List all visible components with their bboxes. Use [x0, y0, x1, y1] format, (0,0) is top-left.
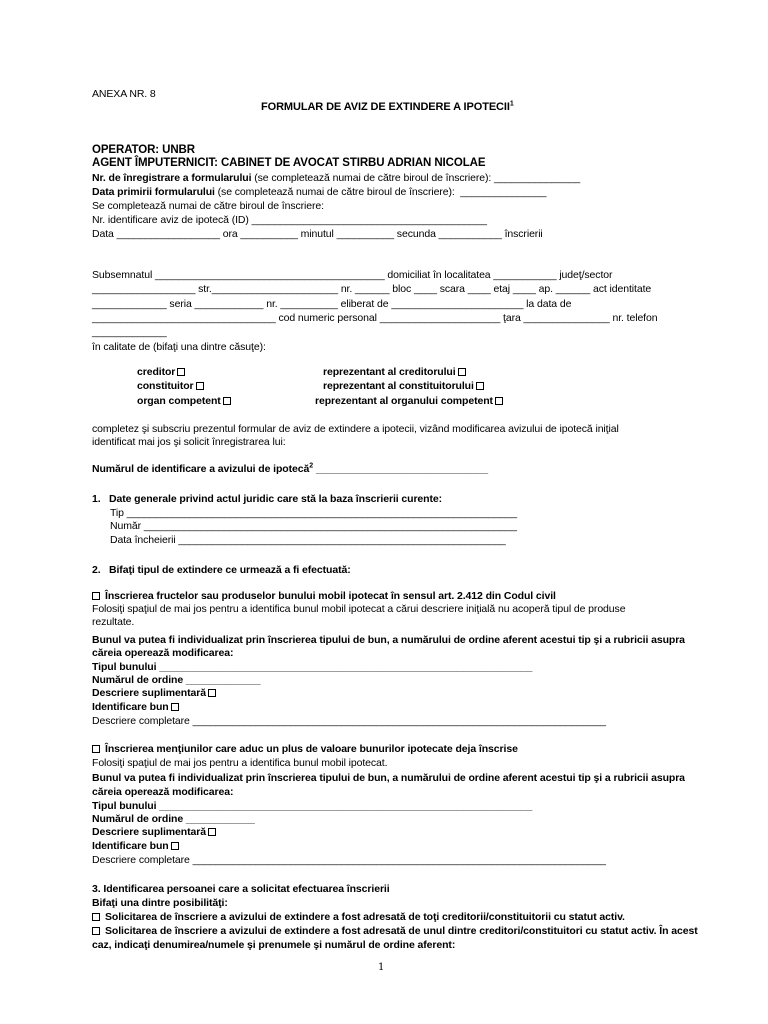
role-rep-constituitor-label: reprezentant al constituitorului — [323, 380, 474, 392]
option-all-creditors-label: Solicitarea de înscriere a avizului de extindere a fost adresată de toţi creditorii/constituitorii cu statut activ. — [105, 911, 625, 923]
option-value-identification-label: Identificare bun — [92, 840, 169, 852]
constituitor-checkbox[interactable] — [196, 382, 204, 390]
option-value-identification — [92, 840, 181, 853]
section-1-data: Data încheierii _________________________________________________________ — [110, 534, 506, 546]
option-fruits-bold-1: Bunul va putea fi individualizat prin înscrierea tipului de bun, a numărului de ordine aferent acestui tip şi a rubricii asupra — [92, 634, 685, 646]
mortgage-id-line: Nr. identificare aviz de ipotecă (ID) _________________________________________ — [92, 214, 487, 226]
role-rep-creditor — [323, 366, 468, 379]
applicant-line-4: ________________________________ cod numeric personal _____________________ ţara _______________ nr. telefon — [92, 312, 658, 324]
role-constituitor — [137, 380, 206, 393]
title-footnote-mark: 1 — [509, 100, 514, 108]
form-title — [261, 101, 514, 114]
option-value-checkbox[interactable] — [92, 745, 100, 753]
option-fruits-order-number: Numărul de ordine _____________ — [92, 674, 261, 686]
capacity-instruction: în calitate de (bifaţi una dintre căsuţe): — [92, 341, 266, 353]
option-fruits-extra-description — [92, 687, 218, 700]
operator-line: OPERATOR: UNBR — [92, 144, 195, 156]
option-fruits-extra-description-checkbox[interactable] — [208, 689, 216, 697]
intro-line-1: completez şi subscriu prezentul formular de aviz de extindere a ipotecii, vizând modificarea avizului de ipotecă iniţial — [92, 423, 619, 435]
agent-line: AGENT ÎMPUTERNICIT: CABINET DE AVOCAT STIRBU ADRIAN NICOLAE — [92, 157, 486, 169]
rep-organ-checkbox[interactable] — [495, 397, 503, 405]
role-rep-organ-label: reprezentant al organului competent — [315, 395, 493, 407]
option-value-order-number: Numărul de ordine ____________ — [92, 813, 255, 825]
section-2-heading: 2. Bifaţi tipul de extindere ce urmează a fi efectuată: — [92, 564, 351, 576]
form-title-text: FORMULAR DE AVIZ DE EXTINDERE A IPOTECII — [261, 101, 510, 113]
annex-label: ANEXA NR. 8 — [92, 88, 156, 100]
option-value-tip: Tipul bunului _________________________________________________________________ — [92, 800, 533, 812]
role-creditor — [137, 366, 187, 379]
option-value-completion: Descriere completare ________________________________________________________________________ — [92, 854, 606, 866]
office-fill-note: Se completează numai de către biroul de înscriere: — [92, 200, 324, 212]
option-fruits-identification-label: Identificare bun — [92, 701, 169, 713]
role-creditor-label: creditor — [137, 366, 176, 378]
initial-notice-id-line — [92, 463, 488, 476]
role-rep-creditor-label: reprezentant al creditorului — [323, 366, 456, 378]
section-3-option-one-cont: caz, indicaţi denumirea/numele şi prenumele şi numărul de ordine aferent: — [92, 939, 456, 951]
registration-number-line — [92, 172, 580, 185]
section-3-option-all — [92, 911, 625, 924]
section-1-numar: Număr _________________________________________________________________ — [110, 520, 517, 532]
initial-notice-id-blank: ______________________________ — [313, 463, 489, 475]
section-3-choose: Bifaţi una dintre posibilităţi: — [92, 897, 228, 909]
option-value-title — [92, 743, 518, 756]
option-fruits-help-2: rezultate. — [92, 616, 135, 628]
option-fruits-help-1: Folosiţi spaţiul de mai jos pentru a identifica bunul mobil ipotecat a cărui descriere iniţială nu acoperă tipul de produse — [92, 603, 626, 615]
applicant-line-1: Subsemnatul ________________________________________ domiciliat în localitatea ___________ judeţ/sector — [92, 269, 613, 281]
rep-constituitor-checkbox[interactable] — [476, 382, 484, 390]
option-fruits-identification — [92, 701, 181, 714]
option-value-extra-description-label: Descriere suplimentară — [92, 826, 206, 838]
receipt-date-line — [92, 186, 546, 199]
initial-notice-id-label: Numărul de identificare a avizului de ipotecă — [92, 463, 310, 475]
organ-checkbox[interactable] — [223, 397, 231, 405]
registration-number-label: Nr. de înregistrare a formularului — [92, 172, 252, 184]
role-constituitor-label: constituitor — [137, 380, 194, 392]
role-rep-constituitor — [323, 380, 486, 393]
option-one-creditor-label: Solicitarea de înscriere a avizului de extindere a fost adresată de unul dintre creditori/constituitori cu statut activ. În acest — [105, 925, 698, 937]
section-1-heading: 1. Date generale privind actul juridic care stă la baza înscrierii curente: — [92, 493, 443, 505]
role-organ — [137, 395, 233, 408]
applicant-line-2: __________________ str.______________________ nr. ______ bloc ____ scara ____ etaj ____ ap. ______ act identitate — [92, 283, 652, 295]
option-fruits-completion: Descriere completare ________________________________________________________________________ — [92, 715, 606, 727]
option-fruits-checkbox[interactable] — [92, 592, 100, 600]
option-value-identification-checkbox[interactable] — [171, 842, 179, 850]
registration-time-line: Data __________________ ora __________ minutul __________ secunda ___________ înscrierii — [92, 228, 543, 240]
option-fruits-bold-2: căreia operează modificarea: — [92, 647, 234, 659]
option-value-bold-2: căreia operează modificarea: — [92, 786, 234, 798]
option-value-help-1: Folosiţi spaţiul de mai jos pentru a identifica bunul mobil ipotecat. — [92, 757, 388, 769]
receipt-date-label: Data primirii formularului — [92, 186, 215, 198]
option-value-extra-description — [92, 826, 218, 839]
option-fruits-label: Înscrierea fructelor sau produselor bunului mobil ipotecat în sensul art. 2.412 din Codul civil — [105, 590, 556, 602]
initial-notice-footnote-mark: 2 — [309, 462, 314, 470]
option-value-label: Înscrierea menţiunilor care aduc un plus de valoare bunurilor ipotecate deja înscrise — [105, 743, 518, 755]
rep-creditor-checkbox[interactable] — [458, 368, 466, 376]
applicant-line-5: _____________ — [92, 326, 167, 338]
section-3-option-one — [92, 925, 698, 938]
section-3-heading: 3. Identificarea persoanei care a solicitat efectuarea înscrierii — [92, 883, 390, 895]
option-fruits-extra-description-label: Descriere suplimentară — [92, 687, 206, 699]
option-fruits-tip: Tipul bunului _________________________________________________________________ — [92, 661, 533, 673]
option-value-extra-description-checkbox[interactable] — [208, 828, 216, 836]
page-number: 1 — [378, 962, 385, 973]
option-all-creditors-checkbox[interactable] — [92, 913, 100, 921]
intro-line-2: identificat mai jos şi solicit înregistrarea lui: — [92, 436, 286, 448]
creditor-checkbox[interactable] — [177, 368, 185, 376]
option-fruits-title — [92, 590, 556, 603]
option-one-creditor-checkbox[interactable] — [92, 927, 100, 935]
receipt-date-note: (se completează numai de către biroul de înscriere): _______________ — [214, 186, 547, 198]
option-fruits-identification-checkbox[interactable] — [171, 703, 179, 711]
section-1-tip: Tip ____________________________________________________________________ — [110, 507, 518, 519]
registration-number-note: (se completează numai de către biroul de înscriere): _______________ — [251, 172, 581, 184]
option-value-bold-1: Bunul va putea fi individualizat prin înscrierea tipului de bun, a numărului de ordine aferent acestui tip şi a rubricii asupra — [92, 772, 685, 784]
role-rep-organ — [315, 395, 505, 408]
role-organ-label: organ competent — [137, 395, 221, 407]
applicant-line-3: _____________ seria ____________ nr. __________ eliberat de _______________________ la data de — [92, 298, 572, 310]
